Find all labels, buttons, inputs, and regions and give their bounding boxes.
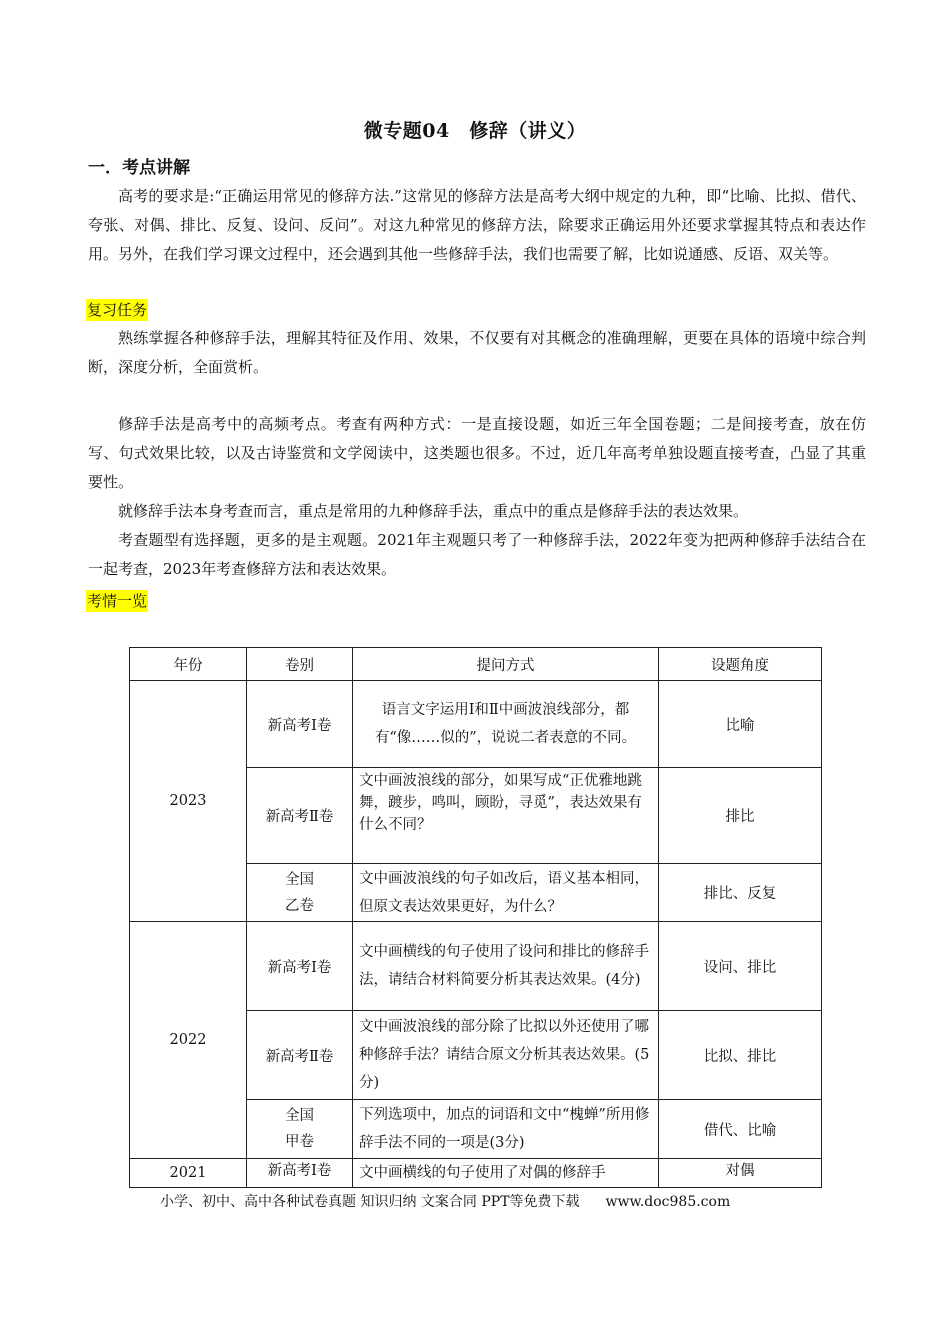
table-header-row (130, 648, 822, 681)
angle-cell: 对偶 (659, 1159, 822, 1188)
paper-cell: 新高考Ⅱ卷 (247, 768, 353, 864)
paragraph-3: 修辞手法是高考中的高频考点。考查有两种方式：一是直接设题，如近三年全国卷题；二是间接考查，放在仿写、句式效果比较，以及古诗鉴赏和文学阅读中，这类题也很多。不过，近几年高考单独设题直接考查，凸显了其重要性。 (88, 415, 866, 491)
review-paragraph: 熟练掌握各种修辞手法，理解其特征及作用、效果，不仅要有对其概念的准确理解，更要在具体的语境中综合判断，深度分析，全面赏析。 (88, 329, 866, 376)
paper-cell: 新高考Ⅰ卷 (247, 922, 353, 1011)
question-cell: 文中画波浪线的部分除了比拟以外还使用了哪种修辞手法？请结合原文分析其表达效果。(5分) (353, 1011, 659, 1100)
footer-text: 小学、初中、高中各种试卷真题 知识归纳 文案合同 PPT等免费下载 (160, 1194, 580, 1210)
table-row (130, 922, 822, 1011)
header-year: 年份 (130, 648, 247, 681)
footer-site[interactable]: www.doc985.com (605, 1194, 731, 1210)
paper-cell (247, 1100, 353, 1159)
angle-cell: 比拟、排比 (659, 1011, 822, 1100)
table-row (130, 681, 822, 768)
year-cell: 2021 (130, 1159, 247, 1188)
question-cell: 下列选项中，加点的词语和文中“槐蝉”所用修辞手法不同的一项是(3分) (353, 1100, 659, 1159)
paper-line-1: 全国 (285, 1108, 314, 1124)
exam-label: 考情一览 (87, 592, 148, 610)
year-cell: 2022 (130, 922, 247, 1159)
paper-line-2: 乙卷 (285, 897, 314, 914)
page-title: 微专题04 修辞（讲义） (363, 120, 587, 142)
angle-cell: 借代、比喻 (659, 1100, 822, 1159)
question-cell: 文中画波浪线的句子如改后，语义基本相同，但原文表达效果更好，为什么？ (353, 864, 659, 922)
paper-line-2: 甲卷 (285, 1134, 314, 1150)
angle-cell: 排比、反复 (659, 864, 822, 922)
header-question: 提问方式 (353, 648, 659, 681)
paper-cell: 新高考Ⅰ卷 (247, 1159, 353, 1188)
question-cell: 文中画横线的句子使用了设问和排比的修辞手法，请结合材料简要分析其表达效果。(4分) (353, 922, 659, 1011)
intro-paragraph: 高考的要求是:“正确运用常见的修辞方法.”这常见的修辞方法是高考大纲中规定的九种，即“比喻、比拟、借代、夸张、对偶、排比、反复、设问、反问”。对这九种常见的修辞方法，除要求正确运用外还要求掌握其特点和表达作用。另外，在我们学习课文过程中，还会遇到其他一些修辞手法，我们也需要了解，比如说通感、反语、双关等。 (88, 187, 866, 263)
page-footer (160, 1191, 730, 1211)
angle-cell: 设问、排比 (659, 922, 822, 1011)
question-cell: 文中画波浪线的部分，如果写成“正优雅地跳舞，踱步，鸣叫，顾盼，寻觅”，表达效果有什么不同？ (353, 768, 659, 864)
review-label: 复习任务 (87, 301, 148, 319)
paper-cell (247, 864, 353, 922)
question-cell: 文中画横线的句子使用了对偶的修辞手 (353, 1159, 659, 1188)
angle-cell: 排比 (659, 768, 822, 864)
table-row (130, 1159, 822, 1188)
header-angle: 设题角度 (659, 648, 822, 681)
exam-table (129, 647, 822, 1188)
question-cell: 语言文字运用Ⅰ和Ⅱ中画波浪线部分，都有“像……似的”，说说二者表意的不同。 (353, 681, 659, 768)
paragraph-4: 就修辞手法本身考查而言，重点是常用的九种修辞手法，重点中的重点是修辞手法的表达效果。 (118, 502, 749, 520)
angle-cell: 比喻 (659, 681, 822, 768)
paper-cell: 新高考Ⅰ卷 (247, 681, 353, 768)
header-paper: 卷别 (247, 648, 353, 681)
section-heading: 一．考点讲解 (88, 158, 190, 178)
paper-cell: 新高考Ⅱ卷 (247, 1011, 353, 1100)
paragraph-5: 考查题型有选择题，更多的是主观题。2021年主观题只考了一种修辞手法，2022年变为把两种修辞手法结合在一起考查，2023年考查修辞方法和表达效果。 (88, 531, 866, 578)
year-cell: 2023 (130, 681, 247, 922)
paper-line-1: 全国 (285, 871, 314, 888)
